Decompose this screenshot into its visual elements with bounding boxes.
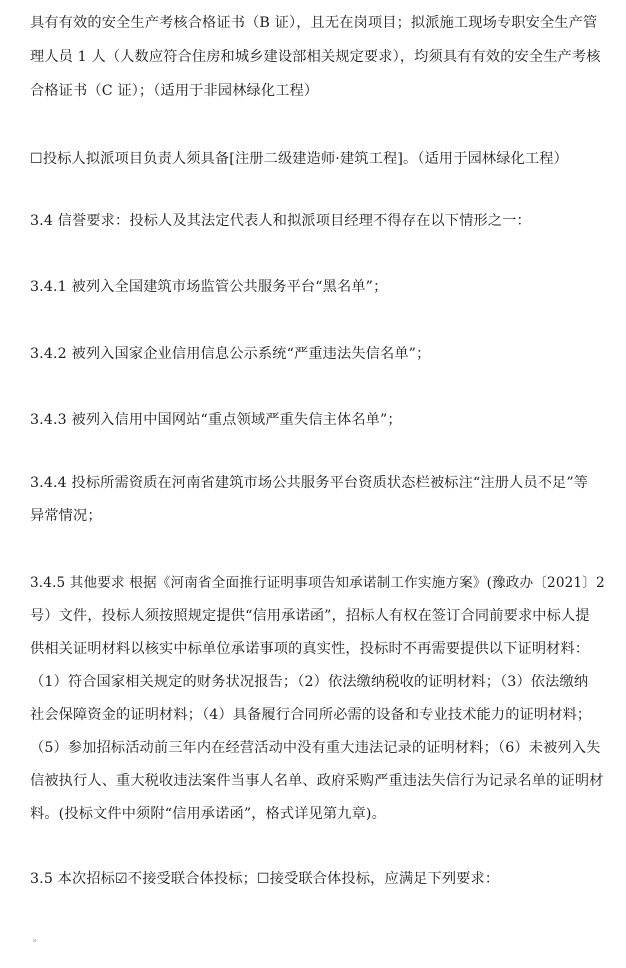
text-line: 3.4.1 被列入全国建筑市场监管公共服务平台“黑名单”； bbox=[30, 279, 388, 295]
text-line: 3.4.3 被列入信用中国网站“重点领域严重失信主体名单”； bbox=[30, 412, 402, 428]
text-line: 料。(投标文件中须附“信用承诺函”，格式详见第九章)。 bbox=[30, 806, 386, 822]
text-line: 理人员 1 人（人数应符合住房和城乡建设部相关规定要求），均须具有有效的安全生产考核 bbox=[30, 49, 601, 65]
text-line: 3.4.5 其他要求 根据《河南省全面推行证明事项告知承诺制工作实施方案》(豫政办〔2021〕2 bbox=[30, 575, 605, 591]
section-heading: 3.4 信誉要求：投标人及其法定代表人和拟派项目经理不得存在以下情形之一： bbox=[30, 213, 531, 229]
text-line: 合格证书（C 证）；（适用于非园林绿化工程） bbox=[30, 83, 319, 99]
section-heading: 3.5 本次招标☑不接受联合体投标；☐接受联合体投标，应满足下列要求： bbox=[30, 871, 500, 887]
text-line: 信被执行人、重大税收违法案件当事人名单、政府采购严重违法失信行为记录名单的证明材 bbox=[30, 773, 604, 789]
text-line: 具有有效的安全生产考核合格证书（B 证），且无在岗项目；拟派施工现场专职安全生产管 bbox=[30, 15, 598, 31]
text-line: （5）参加招标活动前三年内在经营活动中没有重大违法记录的证明材料；（6）未被列入失 bbox=[30, 740, 601, 756]
text-line: 3.4.4 投标所需资质在河南省建筑市场公共服务平台资质状态栏被标注“注册人员不足”等 bbox=[30, 475, 589, 491]
text-line: ☐投标人拟派项目负责人须具备[注册二级建造师·建筑工程]。（适用于园林绿化工程） bbox=[30, 151, 568, 167]
footer-mark: » bbox=[32, 936, 37, 945]
text-line: 异常情况； bbox=[30, 508, 102, 524]
text-line: 社会保障资金的证明材料；（4）具备履行合同所必需的设备和专业技术能力的证明材料； bbox=[30, 707, 592, 723]
text-line: 供相关证明材料以核实中标单位承诺事项的真实性，投标时不再需要提供以下证明材料： bbox=[30, 641, 590, 657]
text-line: （1）符合国家相关规定的财务状况报告；（2）依法缴纳税收的证明材料；（3）依法缴纳 bbox=[30, 674, 589, 690]
text-line: 3.4.2 被列入国家企业信用信息公示系统“严重违法失信名单”； bbox=[30, 346, 431, 362]
text-line: 号）文件，投标人须按照规定提供“信用承诺函”，招标人有权在签订合同前要求中标人提 bbox=[30, 608, 590, 624]
